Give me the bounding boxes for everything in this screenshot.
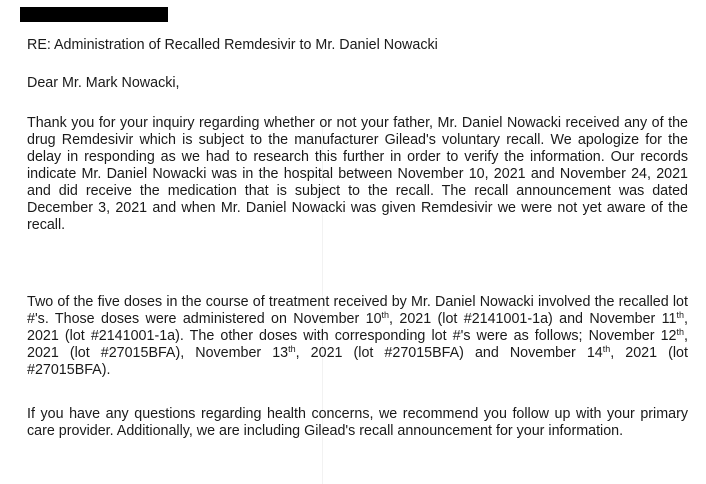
dose-text-4: , 2021 (lot #27015BFA), November 13 bbox=[27, 328, 688, 361]
paragraph-inquiry-response bbox=[27, 115, 688, 234]
dose-text-1: Two of the five doses in the course of treatment received by Mr. Daniel Nowacki involved the recalled lot #'s. Those doses were administered on November 10 bbox=[27, 294, 688, 327]
ordinal-suffix: th bbox=[676, 327, 685, 337]
paragraph-follow-up bbox=[27, 406, 688, 440]
ordinal-suffix: th bbox=[602, 344, 611, 354]
dose-text-3: , 2021 (lot #2141001-1a). The other doses with corresponding lot #'s were as follows; November 12 bbox=[27, 311, 689, 344]
ordinal-suffix: th bbox=[288, 344, 296, 354]
redaction-bar bbox=[20, 7, 168, 22]
dose-text-5: , 2021 (lot #27015BFA) and November 14 bbox=[295, 345, 603, 361]
paragraph-1-text: Thank you for your inquiry regarding whether or not your father, Mr. Daniel Nowacki received any of the drug Remdesivir which is subject to the manufacturer Gilead's voluntary recall. We apologize for the delay in responding as we had to research this further in order to verify the information. Our records indicate Mr. Daniel Nowacki was in the hospital between November 10, 2021 and November 24, 2021 and did receive the medication that is subject to the recall. The recall announcement was dated December 3, 2021 and when Mr. Daniel Nowacki was given Remdesivir we were not yet aware of the recall. bbox=[27, 115, 688, 233]
paragraph-dose-details bbox=[27, 294, 688, 379]
ordinal-suffix: th bbox=[676, 310, 685, 320]
scan-artifact bbox=[322, 120, 323, 484]
paragraph-3-text: If you have any questions regarding health concerns, we recommend you follow up with your primary care provider. Additionally, we are including Gilead's recall announcement for your information. bbox=[27, 406, 688, 439]
subject-line: RE: Administration of Recalled Remdesivir to Mr. Daniel Nowacki bbox=[27, 37, 438, 53]
paragraph-2-text bbox=[27, 294, 688, 379]
dose-text-2: , 2021 (lot #2141001-1a) and November 11 bbox=[389, 311, 677, 327]
salutation: Dear Mr. Mark Nowacki, bbox=[27, 75, 180, 91]
ordinal-suffix: th bbox=[381, 310, 390, 320]
dose-text-6: , 2021 (lot #27015BFA). bbox=[27, 345, 688, 378]
